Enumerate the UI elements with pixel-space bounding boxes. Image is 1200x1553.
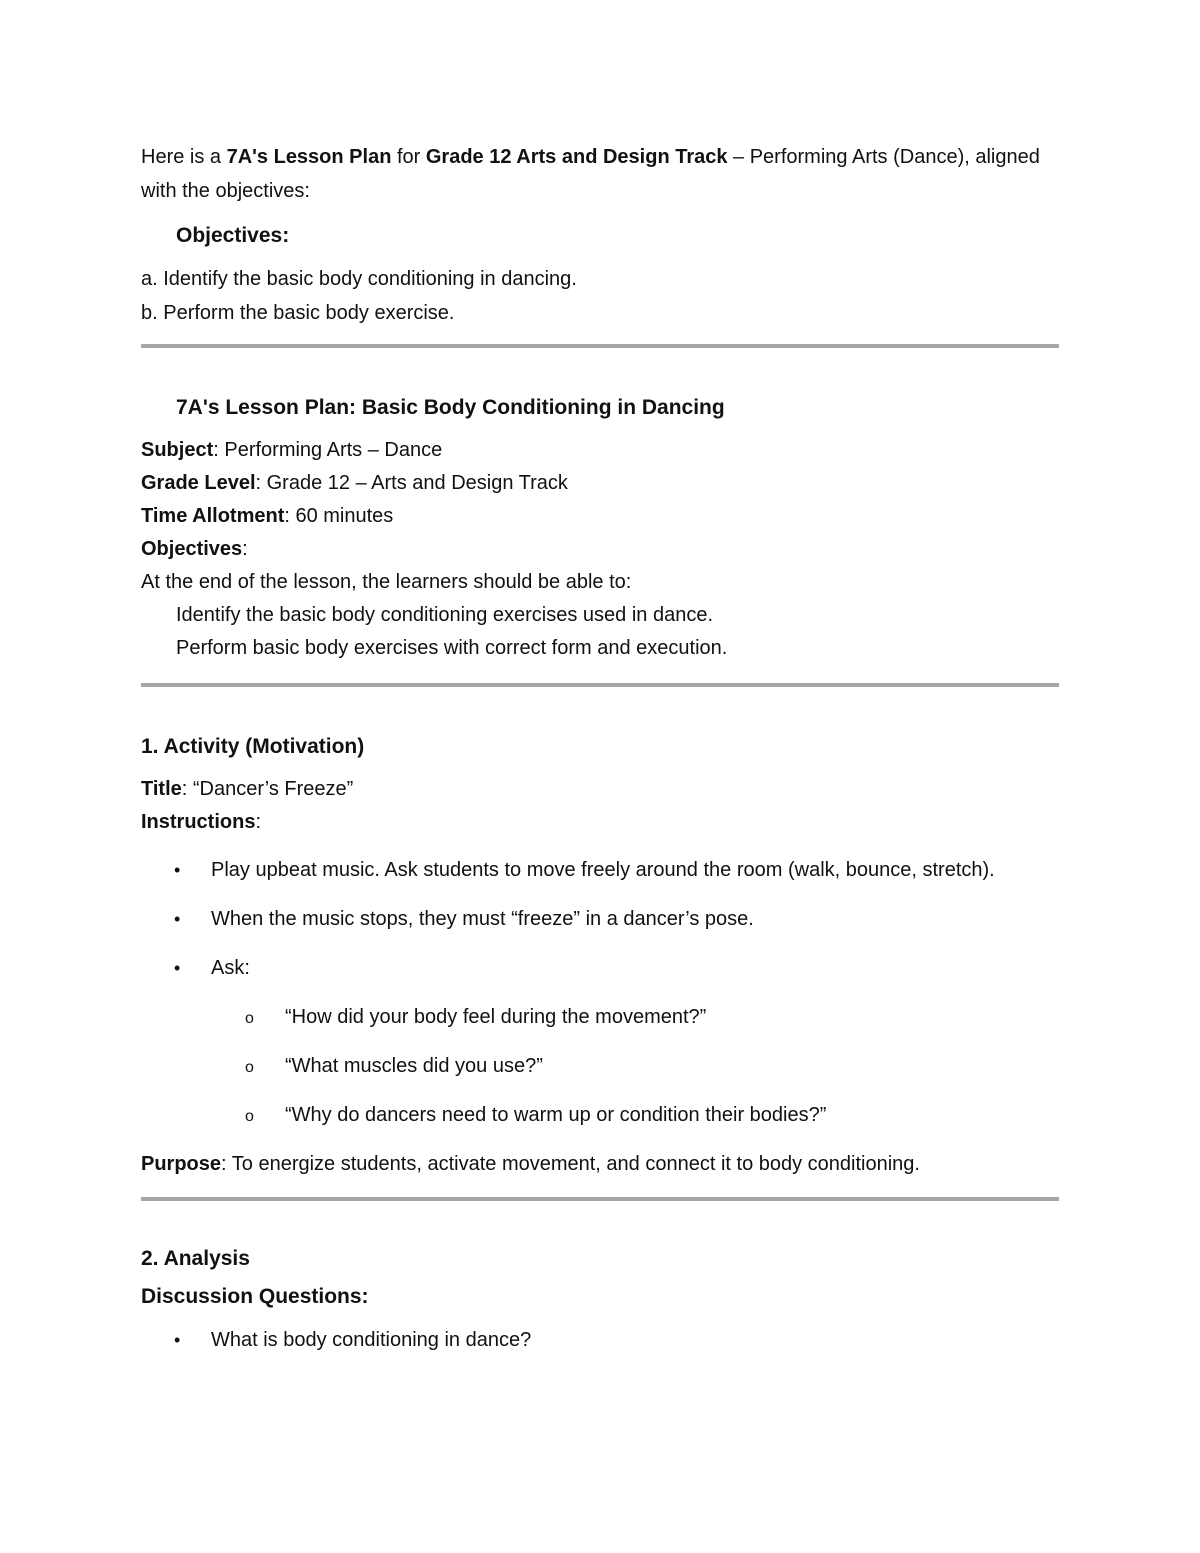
questions-sublist (141, 1000, 1059, 1132)
instructions-label-line: Instructions: (141, 811, 262, 833)
purpose-line: Purpose: To energize students, activate movement, and connect it to body conditioning. (141, 1153, 920, 1175)
activity-title-line: Title: “Dancer’s Freeze” (141, 778, 354, 800)
list-item: • Play upbeat music. Ask students to move freely around the room (walk, bounce, stretch). (141, 853, 1059, 887)
objectives-intro-line: At the end of the lesson, the learners should be able to: (141, 571, 632, 593)
meta-objective-item: Identify the basic body conditioning exercises used in dance. (176, 604, 714, 626)
lesson-plan-title: 7A's Lesson Plan: Basic Body Conditioning in Dancing (176, 396, 725, 419)
objectives-list (141, 262, 1059, 330)
bullet-icon: • (174, 958, 181, 978)
document-page (141, 140, 1059, 1372)
activity-heading: 1. Activity (Motivation) (141, 735, 365, 758)
grade-level-line: Grade Level: Grade 12 – Arts and Design Track (141, 472, 568, 494)
meta-objective-item: Perform basic body exercises with correct form and execution. (176, 637, 728, 659)
list-item: • Ask: o “How did your body feel during the movement?” o “What muscles did you use?” o “Why do dancers need to warm up or condition their bodies?” (141, 951, 1059, 1132)
activity-title-block (141, 773, 1059, 839)
sub-list-item: o “What muscles did you use?” (141, 1049, 1059, 1083)
objective-item: a. Identify the basic body conditioning in dancing. (141, 268, 577, 290)
horizontal-rule (141, 1197, 1059, 1201)
circle-bullet-icon: o (245, 1108, 254, 1125)
analysis-heading: 2. Analysis (141, 1247, 250, 1270)
discussion-questions-label: Discussion Questions: (141, 1285, 369, 1308)
subject-line: Subject: Performing Arts – Dance (141, 439, 443, 461)
sub-list-item: o “How did your body feel during the movement?” (141, 1000, 1059, 1034)
intro-paragraph: Here is a 7A's Lesson Plan for Grade 12 Arts and Design Track – Performing Arts (Dance), aligned with the objectives: (141, 146, 1040, 202)
sub-list-item: o “Why do dancers need to warm up or condition their bodies?” (141, 1098, 1059, 1132)
instructions-list (141, 853, 1059, 1132)
list-item: • What is body conditioning in dance? (141, 1323, 1059, 1357)
intro-bold-plan: 7A's Lesson Plan (226, 146, 392, 168)
list-item: • When the music stops, they must “freeze” in a dancer’s pose. (141, 902, 1059, 936)
circle-bullet-icon: o (245, 1059, 254, 1076)
bullet-icon: • (174, 909, 181, 929)
bullet-icon: • (174, 1330, 181, 1350)
circle-bullet-icon: o (245, 1010, 254, 1027)
objective-item: b. Perform the basic body exercise. (141, 302, 455, 324)
discussion-list (141, 1323, 1059, 1357)
time-allotment-line: Time Allotment: 60 minutes (141, 505, 394, 527)
objectives-heading: Objectives: (176, 224, 290, 247)
horizontal-rule (141, 683, 1059, 687)
bullet-icon: • (174, 860, 181, 880)
horizontal-rule (141, 344, 1059, 348)
intro-bold-grade: Grade 12 Arts and Design Track (425, 146, 728, 168)
objectives-label-line: Objectives: (141, 538, 248, 560)
lesson-meta (141, 434, 1059, 665)
